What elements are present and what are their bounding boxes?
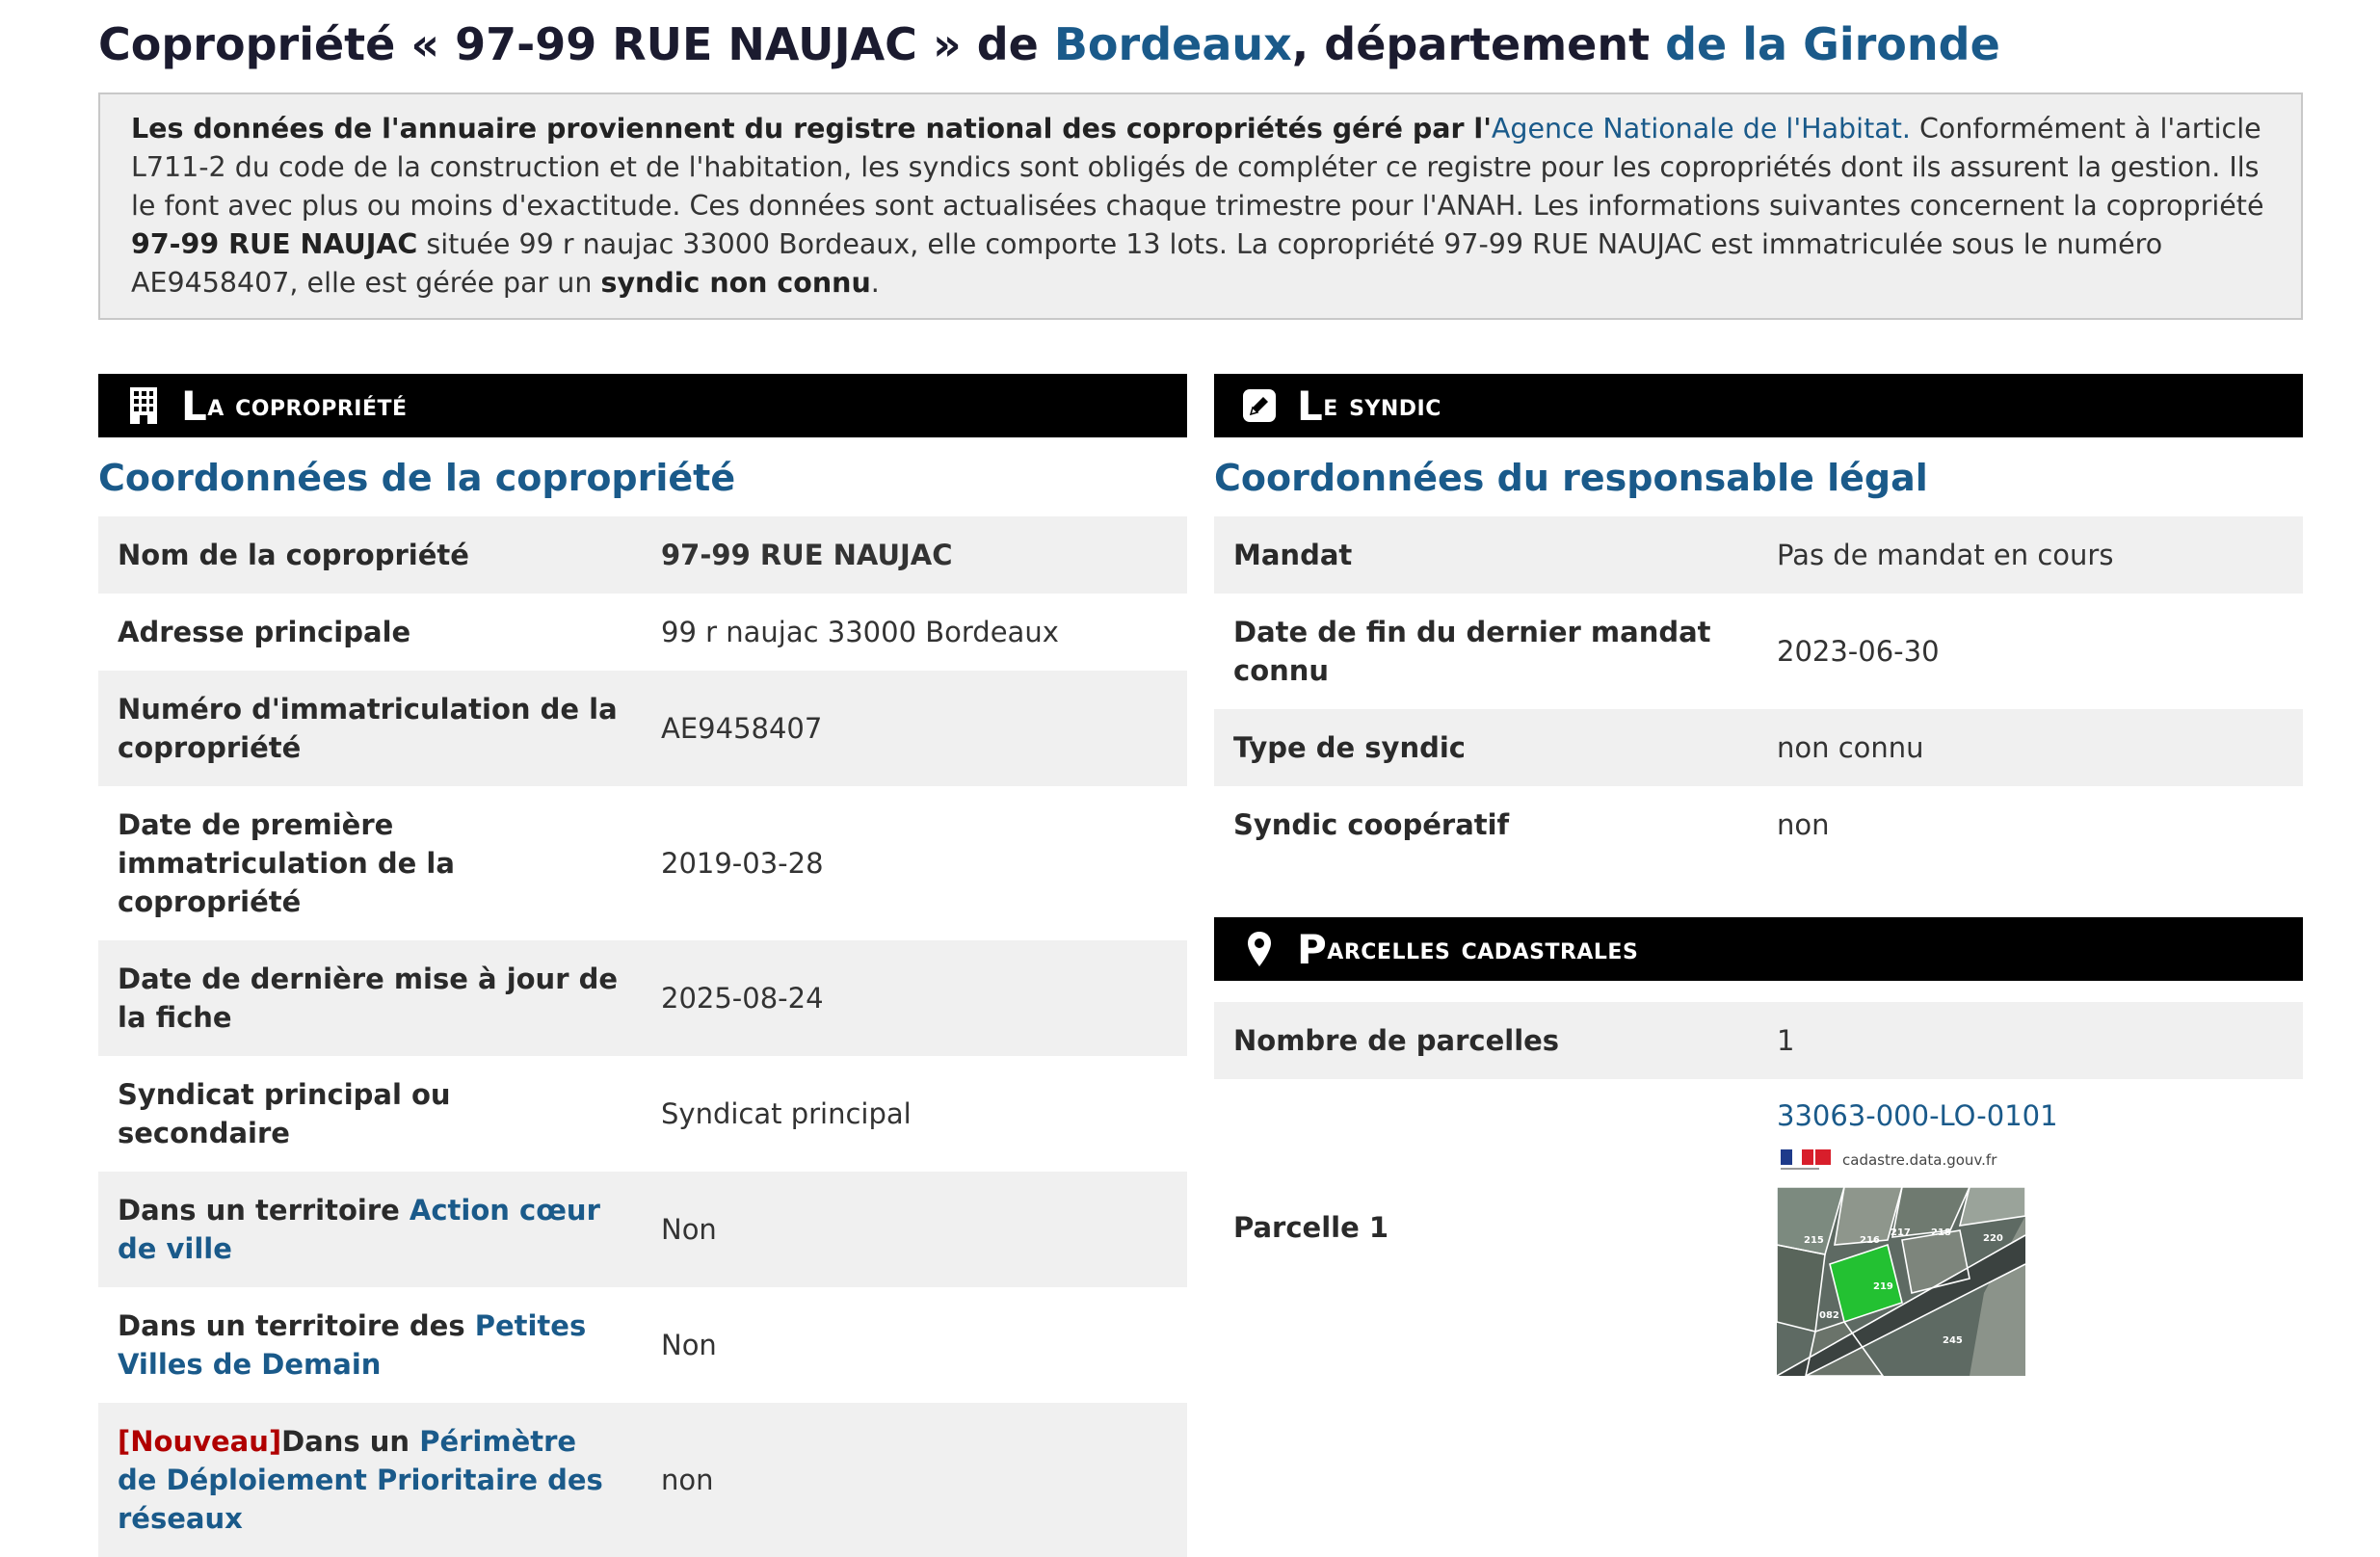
intro-text-1: Conformément à l'article L711-2 du code de la construction et de l'habitation, les syndics sont obligés de compléter ce registre pour les copropriétés dont ils assurent la gestion. Ils le font avec plus ou moins d'exactitude. Ces données sont actualisées chaque trimestre pour l'ANAH. Les informations suivantes concernent la copropriété	[131, 113, 2264, 222]
row-value: 99 r naujac 33000 Bordeaux	[642, 594, 1187, 671]
parcel-cell	[1758, 1079, 2303, 1376]
parcelles-heading-rest: arcelles cadastrales	[1327, 932, 1639, 966]
title-prefix: Copropriété « 97-99 RUE NAUJAC » de	[98, 18, 1054, 70]
row-value: 2023-06-30	[1758, 594, 2303, 709]
intro-text-3: .	[870, 267, 880, 299]
row-label: Date de fin du dernier mandat connu	[1214, 594, 1758, 709]
label-prefix: Dans un territoire des	[118, 1309, 475, 1342]
row-label: Numéro d'immatriculation de la copropriété	[98, 671, 642, 786]
anah-link[interactable]: Agence Nationale de l'Habitat.	[1491, 113, 1911, 145]
map-label: 245	[1943, 1335, 1963, 1346]
map-label: 215	[1804, 1235, 1824, 1246]
row-value: Pas de mandat en cours	[1758, 516, 2303, 594]
row-value: AE9458407	[642, 671, 1187, 786]
title-middle: , département	[1291, 18, 1666, 70]
table-row	[1214, 786, 2303, 863]
row-value: non	[642, 1403, 1187, 1557]
map-label: 217	[1891, 1227, 1911, 1238]
copropriete-heading-initial: L	[181, 382, 208, 430]
table-row	[98, 516, 1187, 594]
row-value: 97-99 RUE NAUJAC	[642, 516, 1187, 594]
intro-lead: Les données de l'annuaire proviennent du registre national des copropriétés géré par l'	[131, 113, 1492, 145]
map-label: 218	[1931, 1227, 1951, 1238]
table-row	[98, 594, 1187, 671]
label-prefix: Dans un	[281, 1425, 420, 1458]
petites-villes-de-demain-link[interactable]: Petites Villes de Demain	[118, 1309, 587, 1381]
table-row	[98, 1172, 1187, 1287]
republique-francaise-logo	[1777, 1146, 1835, 1174]
cadastre-logo-text: cadastre.data.gouv.fr	[1842, 1151, 1997, 1169]
syndic-section-header	[1214, 374, 2303, 437]
table-row	[98, 671, 1187, 786]
syndic-table	[1214, 516, 2303, 863]
map-marker-icon	[1243, 930, 1276, 968]
intro-syndic: syndic non connu	[600, 267, 871, 299]
row-value: Non	[642, 1172, 1187, 1287]
row-label: Nombre de parcelles	[1214, 1002, 1758, 1079]
row-value: non	[1758, 786, 2303, 863]
department-link[interactable]: de la Gironde	[1665, 18, 2000, 70]
intro-text-2: située 99 r naujac 33000 Bordeaux, elle comporte 13 lots. La copropriété 97-99 RUE NAUJAC est immatriculée sous le numéro AE9458407, elle est gérée par un	[131, 228, 2163, 299]
table-row	[1214, 516, 2303, 594]
copropriete-subtitle: Coordonnées de la copropriété	[98, 457, 736, 499]
map-label: 219	[1873, 1281, 1893, 1292]
table-row	[1214, 594, 2303, 709]
copropriete-heading-rest: a copropriété	[207, 388, 408, 423]
row-label: Type de syndic	[1214, 709, 1758, 786]
row-label: Nom de la copropriété	[98, 516, 642, 594]
copropriete-section-header	[98, 374, 1187, 437]
syndic-heading-rest: e syndic	[1323, 388, 1441, 423]
map-label: 216	[1860, 1235, 1880, 1246]
copropriete-column	[98, 374, 1187, 1557]
intro-notice	[98, 92, 2303, 320]
action-coeur-de-ville-link[interactable]: Action cœur de ville	[118, 1194, 600, 1265]
row-label: Date de dernière mise à jour de la fiche	[98, 940, 642, 1056]
city-link[interactable]: Bordeaux	[1053, 18, 1292, 70]
row-value: Syndicat principal	[642, 1056, 1187, 1172]
row-label	[98, 1172, 642, 1287]
row-value: 2019-03-28	[642, 786, 1187, 940]
perimetre-deploiement-link[interactable]: Périmètre de Déploiement Prioritaire des réseaux	[118, 1425, 603, 1535]
intro-copro-name: 97-99 RUE NAUJAC	[131, 228, 418, 260]
table-row	[98, 1287, 1187, 1403]
row-label: Syndicat principal ou secondaire	[98, 1056, 642, 1172]
copropriete-table	[98, 516, 1187, 1557]
row-label	[98, 1287, 642, 1403]
parcel-map-thumbnail[interactable]	[1777, 1187, 2025, 1376]
row-label: Adresse principale	[98, 594, 642, 671]
map-label: 082	[1819, 1310, 1839, 1321]
map-label: 220	[1983, 1233, 2003, 1244]
parcel-link[interactable]: 33063-000-LO-0101	[1777, 1099, 2058, 1132]
table-row	[1214, 1002, 2303, 1079]
syndic-heading-initial: L	[1297, 382, 1324, 430]
label-prefix: Dans un territoire	[118, 1194, 410, 1227]
cadastre-logo[interactable]	[1777, 1143, 1998, 1177]
syndic-subtitle: Coordonnées du responsable légal	[1214, 457, 1928, 499]
building-icon	[127, 386, 160, 425]
row-value: 1	[1758, 1002, 2303, 1079]
parcelles-heading-initial: P	[1297, 925, 1328, 973]
table-row	[98, 1403, 1187, 1557]
page-title	[98, 13, 2314, 75]
row-label	[98, 1403, 642, 1557]
syndic-column	[1214, 374, 2303, 1376]
row-value: Non	[642, 1287, 1187, 1403]
table-row	[98, 786, 1187, 940]
section-spacer	[1214, 863, 2303, 917]
edit-icon	[1243, 386, 1276, 425]
row-label: Parcelle 1	[1214, 1079, 1758, 1376]
new-badge: [Nouveau]	[118, 1425, 282, 1458]
table-row	[98, 940, 1187, 1056]
row-value: non connu	[1758, 709, 2303, 786]
row-label: Syndic coopératif	[1214, 786, 1758, 863]
parcelles-section-header	[1214, 917, 2303, 981]
table-row	[1214, 1079, 2303, 1376]
parcelles-table	[1214, 1002, 2303, 1376]
row-value: 2025-08-24	[642, 940, 1187, 1056]
table-row	[1214, 709, 2303, 786]
row-label: Date de première immatriculation de la copropriété	[98, 786, 642, 940]
table-row	[98, 1056, 1187, 1172]
row-label: Mandat	[1214, 516, 1758, 594]
